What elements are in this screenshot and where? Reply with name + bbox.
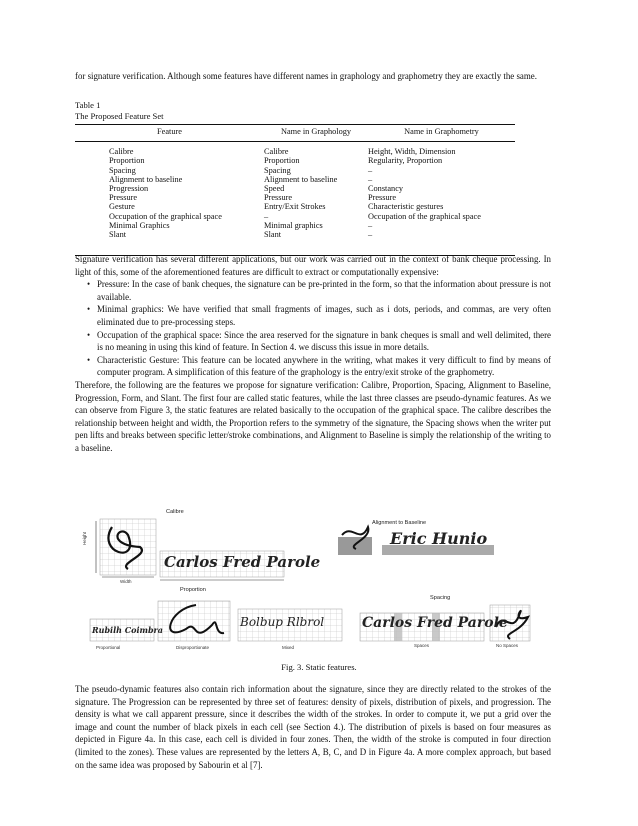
graphometry-cell: Characteristic gestures: [368, 202, 444, 212]
feature-table: [75, 124, 515, 256]
top-paragraph: [75, 70, 551, 83]
graphology-cell: Spacing: [264, 165, 291, 175]
proportion-title: Proportion: [180, 587, 206, 593]
graphology-cell: Slant: [264, 230, 368, 256]
disproportionate-grid: [158, 601, 230, 641]
bullet-item: • Pressure: In the case of bank cheques, the signature can be pre-printed in the form, so that the information about pressure is not available.: [87, 279, 551, 302]
mixed-label: Mixed: [282, 645, 295, 650]
disproportionate-label: Disproportionate: [176, 645, 210, 650]
feature-bullet-list: [75, 278, 551, 379]
height-label: Height: [82, 531, 87, 545]
table-row: [75, 166, 515, 175]
graphology-cell: –: [264, 211, 269, 221]
table-row: [75, 221, 515, 230]
graphometry-cell: Height, Width, Dimension: [368, 147, 456, 157]
mixed-signature-text: Bolbup Rlbrol: [240, 615, 325, 629]
spaces-label: Spaces: [414, 643, 430, 648]
graphometry-cell: Regularity, Proportion: [368, 156, 443, 166]
proportional-signature-text: Rubilh Coimbra: [92, 625, 163, 635]
header-graphometry: Name in Graphometry: [368, 125, 515, 142]
table-row: [75, 202, 515, 211]
bullet-item: • Occupation of the graphical space: Since the area reserved for the signature in bank cheques is small and well delimited, there is no meaning in using this kind of feature. In Section 4. we discuss this issue in more details.: [87, 329, 551, 353]
spaces-signature-text: Carlos Fred Parole: [362, 615, 508, 631]
table-row: [75, 212, 515, 221]
calibre-title: Calibre: [166, 509, 184, 515]
table-row: [75, 230, 515, 256]
graphometry-cell: –: [368, 220, 373, 230]
graphometry-cell: Occupation of the graphical space: [368, 211, 481, 221]
table-row: [75, 156, 515, 165]
graphology-cell: Minimal graphics: [264, 220, 323, 230]
table-label: Table 1: [75, 100, 101, 110]
feature-cell: Calibre: [109, 147, 134, 157]
table-row: [75, 142, 515, 157]
calibre-signature-text: Carlos Fred Parole: [164, 553, 321, 571]
table-row: [75, 175, 515, 184]
graphology-cell: Speed: [264, 184, 285, 194]
pseudo-dynamic-paragraph: The pseudo-dynamic features also contain rich information about the signature, since they are directly related to the strokes of the signature. The Progression can be represented by three set of features: density of pixels, distribution of pixels, and progression. The density is what we call apparent pressure, since it describes the width of the strokes. In order to compute it, we put a grid over the image and count the number of black pixels in each cell (see Section 4.). The distribution of pixels is based on four measures as depicted in Figure 4a. In this case, each cell is divided in four zones. Then, the width of the stroke is computed in four direction (limited to the zones). These values are represented by the letters A, B, C, and D in Figure 4a. A more complex approach, but based on the same idea was proposed by Sabourin et al [7].: [75, 684, 551, 770]
table-header-row: [75, 125, 515, 142]
table-title: The Proposed Feature Set: [75, 111, 164, 121]
figure-caption: Fig. 3. Static features.: [281, 662, 357, 672]
feature-cell: Slant: [75, 230, 264, 256]
feature-cell: Proportion: [109, 156, 145, 166]
graphology-cell: Alignment to baseline: [264, 174, 338, 184]
graphometry-cell: Constancy: [368, 184, 404, 194]
feature-cell: Spacing: [109, 165, 136, 175]
graphometry-cell: –: [368, 174, 373, 184]
no-spaces-label: No Spaces: [496, 643, 519, 648]
header-feature: Feature: [75, 125, 264, 142]
header-graphology: Name in Graphology: [264, 125, 368, 142]
body-section-1: [75, 253, 551, 455]
body-section-2: [75, 683, 551, 771]
feature-cell: Progression: [109, 184, 149, 194]
feature-cell: Minimal Graphics: [109, 220, 170, 230]
feature-cell: Gesture: [109, 202, 135, 212]
graphology-cell: Calibre: [264, 147, 289, 157]
feature-cell: Occupation of the graphical space: [109, 211, 222, 221]
intro-paragraph: Signature verification has several different applications, but our work was carried out in the context of bank cheque processing. In light of this, some of the aforementioned features are difficult to extract or computationally expensive:: [75, 254, 551, 277]
paragraph-text: for signature verification. Although some features have different names in graphology and graphometry they are exactly the same.: [75, 71, 537, 81]
graphology-cell: Entry/Exit Strokes: [264, 202, 326, 212]
width-label: Width: [120, 579, 132, 584]
alignment-title: Alignment to Baseline: [372, 520, 427, 526]
static-features-paragraph: Therefore, the following are the features we propose for signature verification: Calibre, Proportion, Spacing, Alignment to Baseline, Progression, Form, and Slant. The first four are called static features, while the last three classes are pseudo-dynamic features. As we can observe from Figure 3, the static features are related basically to the occupation of the graphical space. The calibre describes the relationship between height and width, the Proportion refers to the symmetry of the signature, the Spacing shows when the writer put pen lifts and breaks between specific letter/stroke combinations, and Alignment to Baseline is simply the relationship of the writing to a baseline.: [75, 379, 551, 453]
graphometry-cell: –: [368, 165, 373, 175]
alignment-signature-text: Eric Hunio: [390, 529, 488, 548]
graphometry-cell: Pressure: [368, 193, 397, 203]
bullet-item: • Minimal graphics: We have verified that small fragments of images, such as i dots, periods, and commas, are very often eliminated due to pre-processing steps.: [87, 304, 551, 327]
bullet-item: • Characteristic Gesture: This feature can be located anywhere in the writing, what makes it very difficult to find by means of computer program. A simplification of this feature of the graphology is the entry/exit stroke of the graphometry.: [87, 354, 551, 378]
table-row: [75, 184, 515, 193]
calibre-grid: [100, 519, 156, 575]
figure-static-features: [0, 505, 638, 655]
spacing-title: Spacing: [430, 595, 451, 601]
graphology-cell: Proportion: [264, 156, 300, 166]
feature-cell: Pressure: [109, 193, 138, 203]
graphometry-cell: –: [368, 230, 515, 256]
feature-cell: Alignment to baseline: [109, 174, 183, 184]
table-row: [75, 193, 515, 202]
graphology-cell: Pressure: [264, 193, 293, 203]
proportional-label: Proportional: [96, 645, 121, 650]
